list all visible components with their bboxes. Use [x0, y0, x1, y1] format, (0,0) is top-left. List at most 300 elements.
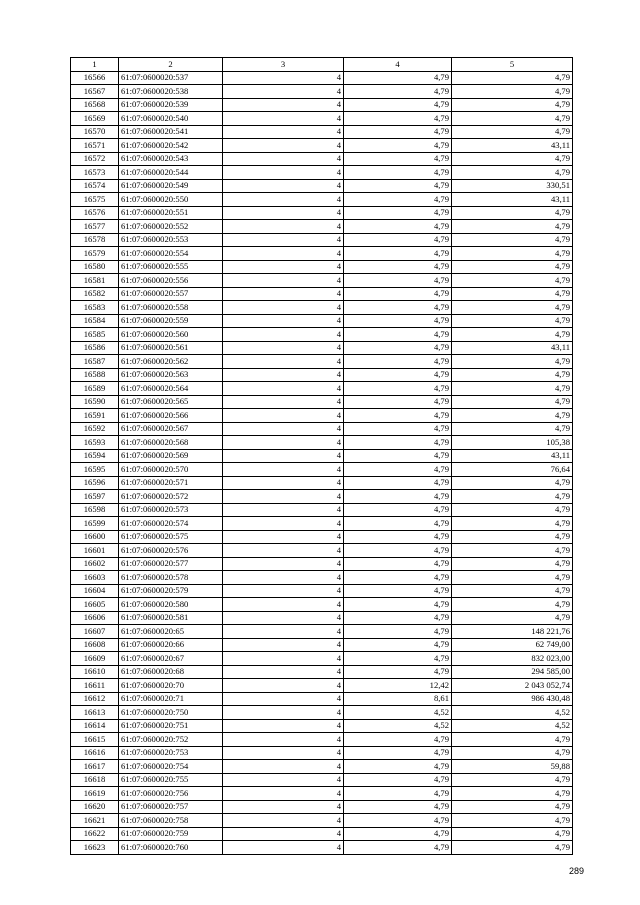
row-number-cell: 16595 [71, 463, 119, 477]
column-3-cell: 4 [223, 193, 344, 207]
table-row [71, 166, 573, 180]
column-5-cell: 294 585,00 [452, 665, 573, 679]
cadastral-number-cell: 61:07:0600020:569 [119, 449, 223, 463]
cadastral-number-cell: 61:07:0600020:753 [119, 746, 223, 760]
cadastral-number-cell: 61:07:0600020:574 [119, 517, 223, 531]
column-5-cell: 43,11 [452, 139, 573, 153]
column-4-cell: 4,79 [344, 827, 452, 841]
column-3-cell: 4 [223, 800, 344, 814]
column-5-cell: 4,79 [452, 85, 573, 99]
table-row [71, 679, 573, 693]
table-row [71, 85, 573, 99]
column-3-cell: 4 [223, 719, 344, 733]
table-row [71, 544, 573, 558]
row-number-cell: 16616 [71, 746, 119, 760]
column-4-cell: 4,79 [344, 274, 452, 288]
cadastral-number-cell: 61:07:0600020:67 [119, 652, 223, 666]
table-row [71, 125, 573, 139]
cadastral-number-cell: 61:07:0600020:65 [119, 625, 223, 639]
cadastral-number-cell: 61:07:0600020:544 [119, 166, 223, 180]
column-4-cell: 4,79 [344, 85, 452, 99]
column-header-1: 1 [71, 58, 119, 72]
cadastral-number-cell: 61:07:0600020:578 [119, 571, 223, 585]
row-number-cell: 16582 [71, 287, 119, 301]
table-row [71, 422, 573, 436]
column-4-cell: 4,79 [344, 341, 452, 355]
cadastral-number-cell: 61:07:0600020:551 [119, 206, 223, 220]
table-row [71, 341, 573, 355]
cadastral-number-cell: 61:07:0600020:562 [119, 355, 223, 369]
table-row [71, 382, 573, 396]
table-row [71, 220, 573, 234]
column-4-cell: 4,79 [344, 368, 452, 382]
column-3-cell: 4 [223, 571, 344, 585]
column-3-cell: 4 [223, 274, 344, 288]
column-4-cell: 4,79 [344, 301, 452, 315]
column-3-cell: 4 [223, 341, 344, 355]
column-4-cell: 4,79 [344, 382, 452, 396]
column-4-cell: 12,42 [344, 679, 452, 693]
cadastral-number-cell: 61:07:0600020:70 [119, 679, 223, 693]
table-row [71, 328, 573, 342]
cadastral-number-cell: 61:07:0600020:563 [119, 368, 223, 382]
column-5-cell: 4,79 [452, 355, 573, 369]
table-row [71, 760, 573, 774]
cadastral-number-cell: 61:07:0600020:539 [119, 98, 223, 112]
row-number-cell: 16600 [71, 530, 119, 544]
column-5-cell: 330,51 [452, 179, 573, 193]
row-number-cell: 16594 [71, 449, 119, 463]
column-5-cell: 4,79 [452, 328, 573, 342]
table-row [71, 314, 573, 328]
column-3-cell: 4 [223, 652, 344, 666]
table-row [71, 476, 573, 490]
column-3-cell: 4 [223, 476, 344, 490]
column-5-cell: 59,88 [452, 760, 573, 774]
data-table [70, 57, 573, 855]
column-4-cell: 4,79 [344, 490, 452, 504]
cadastral-number-cell: 61:07:0600020:538 [119, 85, 223, 99]
table-row [71, 301, 573, 315]
column-3-cell: 4 [223, 314, 344, 328]
cadastral-number-cell: 61:07:0600020:543 [119, 152, 223, 166]
row-number-cell: 16572 [71, 152, 119, 166]
column-4-cell: 4,79 [344, 436, 452, 450]
cadastral-number-cell: 61:07:0600020:572 [119, 490, 223, 504]
column-5-cell: 4,79 [452, 409, 573, 423]
column-4-cell: 4,79 [344, 557, 452, 571]
cadastral-number-cell: 61:07:0600020:758 [119, 814, 223, 828]
table-row [71, 800, 573, 814]
table-row [71, 503, 573, 517]
column-header-2: 2 [119, 58, 223, 72]
column-header-5: 5 [452, 58, 573, 72]
column-4-cell: 4,79 [344, 746, 452, 760]
cadastral-number-cell: 61:07:0600020:541 [119, 125, 223, 139]
row-number-cell: 16591 [71, 409, 119, 423]
column-3-cell: 4 [223, 409, 344, 423]
column-4-cell: 4,79 [344, 800, 452, 814]
column-4-cell: 4,79 [344, 247, 452, 261]
column-3-cell: 4 [223, 179, 344, 193]
column-5-cell: 4,79 [452, 490, 573, 504]
table-row [71, 98, 573, 112]
column-3-cell: 4 [223, 395, 344, 409]
column-3-cell: 4 [223, 665, 344, 679]
column-3-cell: 4 [223, 206, 344, 220]
row-number-cell: 16613 [71, 706, 119, 720]
column-3-cell: 4 [223, 679, 344, 693]
cadastral-number-cell: 61:07:0600020:571 [119, 476, 223, 490]
column-4-cell: 4,79 [344, 503, 452, 517]
row-number-cell: 16566 [71, 71, 119, 85]
row-number-cell: 16571 [71, 139, 119, 153]
column-5-cell: 4,79 [452, 733, 573, 747]
column-3-cell: 4 [223, 287, 344, 301]
column-4-cell: 4,79 [344, 220, 452, 234]
column-3-cell: 4 [223, 760, 344, 774]
column-5-cell: 4,52 [452, 719, 573, 733]
column-4-cell: 4,79 [344, 314, 452, 328]
table-row [71, 787, 573, 801]
column-3-cell: 4 [223, 220, 344, 234]
column-4-cell: 4,79 [344, 71, 452, 85]
table-row [71, 193, 573, 207]
row-number-cell: 16621 [71, 814, 119, 828]
cadastral-number-cell: 61:07:0600020:581 [119, 611, 223, 625]
column-3-cell: 4 [223, 814, 344, 828]
column-3-cell: 4 [223, 112, 344, 126]
column-5-cell: 4,79 [452, 503, 573, 517]
column-5-cell: 4,79 [452, 247, 573, 261]
cadastral-number-cell: 61:07:0600020:577 [119, 557, 223, 571]
cadastral-number-cell: 61:07:0600020:68 [119, 665, 223, 679]
cadastral-number-cell: 61:07:0600020:751 [119, 719, 223, 733]
row-number-cell: 16578 [71, 233, 119, 247]
table-row [71, 274, 573, 288]
cadastral-number-cell: 61:07:0600020:550 [119, 193, 223, 207]
column-5-cell: 148 221,76 [452, 625, 573, 639]
cadastral-number-cell: 61:07:0600020:752 [119, 733, 223, 747]
column-3-cell: 4 [223, 436, 344, 450]
row-number-cell: 16587 [71, 355, 119, 369]
table-row [71, 233, 573, 247]
row-number-cell: 16601 [71, 544, 119, 558]
cadastral-number-cell: 61:07:0600020:549 [119, 179, 223, 193]
column-3-cell: 4 [223, 598, 344, 612]
cadastral-number-cell: 61:07:0600020:542 [119, 139, 223, 153]
column-5-cell: 4,79 [452, 800, 573, 814]
row-number-cell: 16575 [71, 193, 119, 207]
column-4-cell: 4,79 [344, 395, 452, 409]
column-5-cell: 4,79 [452, 746, 573, 760]
table-row [71, 733, 573, 747]
row-number-cell: 16567 [71, 85, 119, 99]
column-3-cell: 4 [223, 166, 344, 180]
row-number-cell: 16602 [71, 557, 119, 571]
table-row [71, 179, 573, 193]
column-4-cell: 4,79 [344, 125, 452, 139]
column-5-cell: 4,79 [452, 301, 573, 315]
column-3-cell: 4 [223, 463, 344, 477]
row-number-cell: 16583 [71, 301, 119, 315]
row-number-cell: 16576 [71, 206, 119, 220]
column-5-cell: 4,79 [452, 368, 573, 382]
column-4-cell: 4,79 [344, 476, 452, 490]
cadastral-number-cell: 61:07:0600020:576 [119, 544, 223, 558]
column-5-cell: 4,79 [452, 166, 573, 180]
table-row [71, 368, 573, 382]
column-4-cell: 4,79 [344, 638, 452, 652]
column-5-cell: 4,79 [452, 233, 573, 247]
column-5-cell: 2 043 052,74 [452, 679, 573, 693]
row-number-cell: 16569 [71, 112, 119, 126]
cadastral-number-cell: 61:07:0600020:558 [119, 301, 223, 315]
column-4-cell: 4,52 [344, 719, 452, 733]
column-4-cell: 4,79 [344, 206, 452, 220]
table-row [71, 436, 573, 450]
column-header-4: 4 [344, 58, 452, 72]
column-5-cell: 43,11 [452, 449, 573, 463]
column-4-cell: 4,79 [344, 787, 452, 801]
cadastral-number-cell: 61:07:0600020:568 [119, 436, 223, 450]
column-3-cell: 4 [223, 827, 344, 841]
cadastral-number-cell: 61:07:0600020:556 [119, 274, 223, 288]
column-3-cell: 4 [223, 557, 344, 571]
column-4-cell: 4,79 [344, 665, 452, 679]
table-row [71, 409, 573, 423]
table-row [71, 152, 573, 166]
column-5-cell: 832 023,00 [452, 652, 573, 666]
column-4-cell: 8,61 [344, 692, 452, 706]
column-5-cell: 4,79 [452, 611, 573, 625]
column-3-cell: 4 [223, 746, 344, 760]
table-row [71, 247, 573, 261]
column-3-cell: 4 [223, 98, 344, 112]
column-5-cell: 43,11 [452, 193, 573, 207]
column-3-cell: 4 [223, 368, 344, 382]
column-3-cell: 4 [223, 247, 344, 261]
column-3-cell: 4 [223, 260, 344, 274]
column-5-cell: 4,79 [452, 112, 573, 126]
column-4-cell: 4,79 [344, 841, 452, 855]
table-row [71, 827, 573, 841]
column-3-cell: 4 [223, 787, 344, 801]
row-number-cell: 16612 [71, 692, 119, 706]
column-5-cell: 4,79 [452, 382, 573, 396]
column-3-cell: 4 [223, 328, 344, 342]
column-5-cell: 4,79 [452, 598, 573, 612]
row-number-cell: 16622 [71, 827, 119, 841]
column-4-cell: 4,79 [344, 625, 452, 639]
row-number-cell: 16584 [71, 314, 119, 328]
row-number-cell: 16585 [71, 328, 119, 342]
cadastral-number-cell: 61:07:0600020:561 [119, 341, 223, 355]
row-number-cell: 16615 [71, 733, 119, 747]
row-number-cell: 16619 [71, 787, 119, 801]
table-row [71, 719, 573, 733]
cadastral-number-cell: 61:07:0600020:540 [119, 112, 223, 126]
cadastral-number-cell: 61:07:0600020:552 [119, 220, 223, 234]
column-4-cell: 4,79 [344, 652, 452, 666]
column-4-cell: 4,79 [344, 463, 452, 477]
column-3-cell: 4 [223, 638, 344, 652]
column-4-cell: 4,79 [344, 166, 452, 180]
column-4-cell: 4,79 [344, 409, 452, 423]
cadastral-number-cell: 61:07:0600020:579 [119, 584, 223, 598]
cadastral-number-cell: 61:07:0600020:570 [119, 463, 223, 477]
row-number-cell: 16609 [71, 652, 119, 666]
column-4-cell: 4,79 [344, 139, 452, 153]
column-4-cell: 4,79 [344, 773, 452, 787]
column-5-cell: 986 430,48 [452, 692, 573, 706]
cadastral-number-cell: 61:07:0600020:564 [119, 382, 223, 396]
table-row [71, 355, 573, 369]
row-number-cell: 16568 [71, 98, 119, 112]
cadastral-number-cell: 61:07:0600020:760 [119, 841, 223, 855]
table-row [71, 665, 573, 679]
column-5-cell: 4,79 [452, 517, 573, 531]
row-number-cell: 16589 [71, 382, 119, 396]
table-row [71, 598, 573, 612]
row-number-cell: 16608 [71, 638, 119, 652]
row-number-cell: 16570 [71, 125, 119, 139]
row-number-cell: 16593 [71, 436, 119, 450]
column-4-cell: 4,79 [344, 112, 452, 126]
column-4-cell: 4,79 [344, 814, 452, 828]
column-3-cell: 4 [223, 773, 344, 787]
table-row [71, 584, 573, 598]
table-row [71, 287, 573, 301]
column-3-cell: 4 [223, 625, 344, 639]
cadastral-number-cell: 61:07:0600020:580 [119, 598, 223, 612]
column-5-cell: 4,79 [452, 476, 573, 490]
column-4-cell: 4,79 [344, 287, 452, 301]
page-number: 289 [568, 866, 584, 876]
column-4-cell: 4,79 [344, 179, 452, 193]
table-row [71, 139, 573, 153]
column-3-cell: 4 [223, 71, 344, 85]
column-5-cell: 4,79 [452, 220, 573, 234]
column-4-cell: 4,79 [344, 530, 452, 544]
table-row [71, 112, 573, 126]
cadastral-number-cell: 61:07:0600020:759 [119, 827, 223, 841]
column-5-cell: 4,79 [452, 773, 573, 787]
cadastral-number-cell: 61:07:0600020:71 [119, 692, 223, 706]
cadastral-number-cell: 61:07:0600020:756 [119, 787, 223, 801]
column-4-cell: 4,79 [344, 449, 452, 463]
column-3-cell: 4 [223, 85, 344, 99]
column-3-cell: 4 [223, 139, 344, 153]
table-row [71, 490, 573, 504]
column-4-cell: 4,79 [344, 760, 452, 774]
column-header-3: 3 [223, 58, 344, 72]
column-4-cell: 4,79 [344, 544, 452, 558]
column-5-cell: 4,79 [452, 841, 573, 855]
column-5-cell: 62 749,00 [452, 638, 573, 652]
column-5-cell: 4,52 [452, 706, 573, 720]
column-5-cell: 4,79 [452, 787, 573, 801]
cadastral-number-cell: 61:07:0600020:750 [119, 706, 223, 720]
table-row [71, 611, 573, 625]
row-number-cell: 16586 [71, 341, 119, 355]
table-row [71, 557, 573, 571]
table-row [71, 773, 573, 787]
cadastral-number-cell: 61:07:0600020:555 [119, 260, 223, 274]
column-5-cell: 4,79 [452, 152, 573, 166]
cadastral-number-cell: 61:07:0600020:559 [119, 314, 223, 328]
column-3-cell: 4 [223, 355, 344, 369]
column-3-cell: 4 [223, 584, 344, 598]
table-header-row [71, 58, 573, 72]
cadastral-number-cell: 61:07:0600020:554 [119, 247, 223, 261]
cadastral-number-cell: 61:07:0600020:573 [119, 503, 223, 517]
row-number-cell: 16606 [71, 611, 119, 625]
cadastral-number-cell: 61:07:0600020:757 [119, 800, 223, 814]
column-3-cell: 4 [223, 301, 344, 315]
cadastral-number-cell: 61:07:0600020:66 [119, 638, 223, 652]
column-3-cell: 4 [223, 517, 344, 531]
column-4-cell: 4,79 [344, 422, 452, 436]
table-row [71, 652, 573, 666]
table-row [71, 814, 573, 828]
column-4-cell: 4,79 [344, 328, 452, 342]
table-row [71, 706, 573, 720]
column-5-cell: 4,79 [452, 274, 573, 288]
table-row [71, 206, 573, 220]
column-4-cell: 4,79 [344, 598, 452, 612]
row-number-cell: 16611 [71, 679, 119, 693]
row-number-cell: 16617 [71, 760, 119, 774]
column-3-cell: 4 [223, 611, 344, 625]
cadastral-number-cell: 61:07:0600020:560 [119, 328, 223, 342]
column-3-cell: 4 [223, 733, 344, 747]
column-3-cell: 4 [223, 503, 344, 517]
column-4-cell: 4,79 [344, 233, 452, 247]
row-number-cell: 16573 [71, 166, 119, 180]
column-5-cell: 4,79 [452, 287, 573, 301]
column-3-cell: 4 [223, 233, 344, 247]
table-row [71, 71, 573, 85]
column-5-cell: 4,79 [452, 544, 573, 558]
cadastral-number-cell: 61:07:0600020:575 [119, 530, 223, 544]
row-number-cell: 16620 [71, 800, 119, 814]
row-number-cell: 16579 [71, 247, 119, 261]
column-5-cell: 4,79 [452, 314, 573, 328]
table-row [71, 449, 573, 463]
column-4-cell: 4,79 [344, 733, 452, 747]
column-3-cell: 4 [223, 449, 344, 463]
table-row [71, 692, 573, 706]
row-number-cell: 16618 [71, 773, 119, 787]
column-5-cell: 43,11 [452, 341, 573, 355]
row-number-cell: 16610 [71, 665, 119, 679]
column-5-cell: 4,79 [452, 422, 573, 436]
column-4-cell: 4,79 [344, 571, 452, 585]
column-4-cell: 4,79 [344, 260, 452, 274]
column-3-cell: 4 [223, 544, 344, 558]
row-number-cell: 16574 [71, 179, 119, 193]
column-5-cell: 4,79 [452, 206, 573, 220]
cadastral-number-cell: 61:07:0600020:565 [119, 395, 223, 409]
row-number-cell: 16604 [71, 584, 119, 598]
column-5-cell: 4,79 [452, 71, 573, 85]
table-row [71, 463, 573, 477]
column-3-cell: 4 [223, 490, 344, 504]
table-row [71, 517, 573, 531]
column-4-cell: 4,79 [344, 193, 452, 207]
row-number-cell: 16577 [71, 220, 119, 234]
